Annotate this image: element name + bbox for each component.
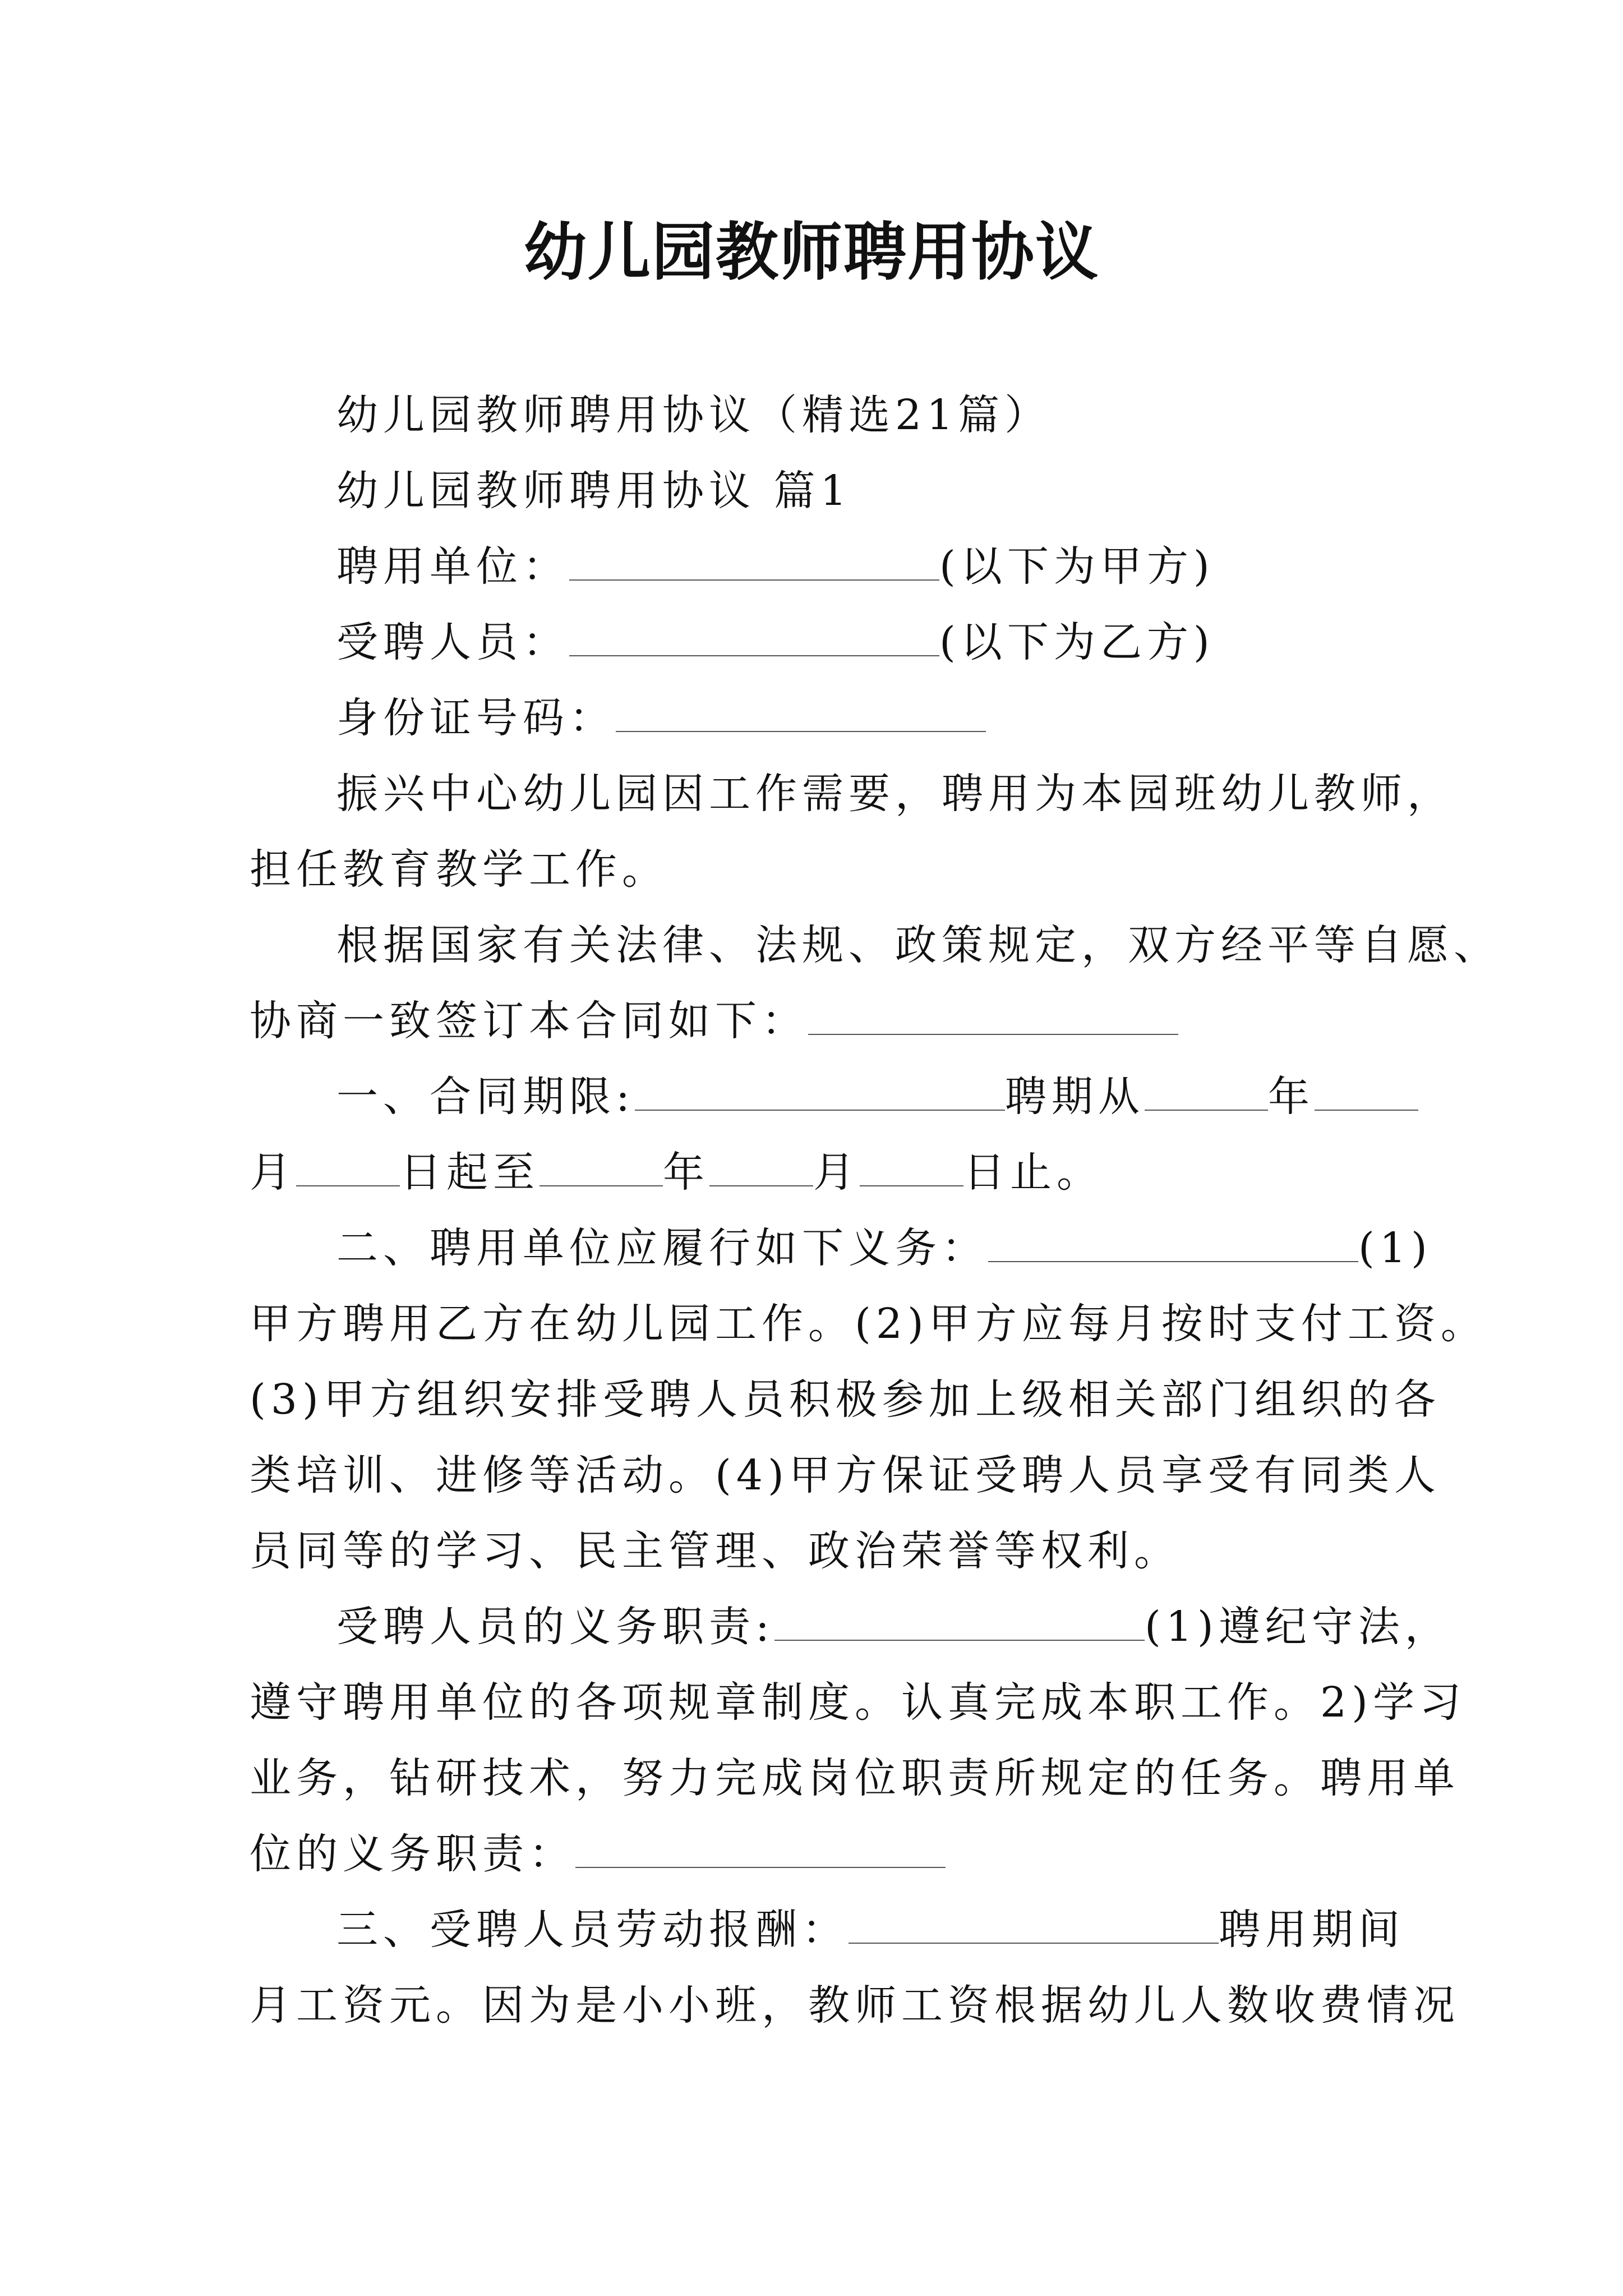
- paragraph-text: 月: [250, 1148, 296, 1197]
- paragraph-line: [250, 993, 1178, 1049]
- paragraph-line: 遵守聘用单位的各项规章制度。认真完成本职工作。2)学习: [250, 1678, 1466, 1727]
- paragraph-text: 年: [1267, 1073, 1315, 1121]
- employee-blank: [569, 618, 939, 656]
- paragraph-text: 受聘人员的义务职责:: [336, 1603, 774, 1651]
- part-heading: 幼儿园教师聘用协议 篇1: [336, 467, 852, 515]
- paragraph-line: 甲方聘用乙方在幼儿园工作。(2)甲方应每月按时支付工资。: [250, 1300, 1487, 1348]
- paragraph-line: [336, 1599, 1451, 1655]
- paragraph-text: 年: [663, 1148, 709, 1197]
- paragraph-line: [250, 1826, 946, 1882]
- paragraph-text: 二、聘用单位应履行如下义务：: [336, 1224, 988, 1272]
- paragraph-line: 担任教育教学工作。: [250, 845, 668, 894]
- paragraph-text: 位的义务职责：: [250, 1830, 575, 1878]
- paragraph-line: 类培训、进修等活动。(4)甲方保证受聘人员享受有同类人: [250, 1451, 1441, 1499]
- blank: [296, 1148, 400, 1186]
- paragraph-line: [336, 1220, 1432, 1276]
- paragraph-text: (1)遵纪守法，: [1144, 1603, 1451, 1651]
- contract-term-line: [336, 1069, 1418, 1125]
- employer-label: 聘用单位：: [336, 542, 569, 591]
- blank: [540, 1148, 663, 1186]
- paragraph-line: 业务，钻研技术，努力完成岗位职责所规定的任务。聘用单: [250, 1754, 1460, 1802]
- blank: [774, 1603, 1145, 1641]
- employer-line: [336, 539, 1215, 595]
- blank: [1315, 1073, 1418, 1111]
- paragraph-line: 根据国家有关法律、法规、政策规定，双方经平等自愿、: [336, 921, 1500, 969]
- document-title: 幼儿园教师聘用协议: [524, 215, 1099, 289]
- blank: [988, 1224, 1358, 1262]
- employee-label: 受聘人员：: [336, 618, 569, 666]
- paragraph-line: 振兴中心幼儿园因工作需要，聘用为本园班幼儿教师，: [336, 770, 1454, 818]
- paragraph-text: 月: [813, 1148, 860, 1197]
- employer-suffix: (以下为甲方): [939, 542, 1215, 591]
- id-blank: [616, 694, 986, 732]
- subtitle: 幼儿园教师聘用协议（精选21篇）: [336, 391, 1052, 439]
- paragraph-line: (3)甲方组织安排受聘人员积极参加上级相关部门组织的各: [250, 1375, 1441, 1424]
- blank: [808, 997, 1178, 1035]
- paragraph-text: 日止。: [963, 1148, 1103, 1197]
- id-line: [336, 690, 986, 746]
- paragraph-text: 聘期从: [1004, 1073, 1145, 1121]
- employer-blank: [569, 542, 939, 581]
- id-label: 身份证号码：: [336, 694, 616, 742]
- blank: [849, 1906, 1219, 1944]
- blank: [709, 1148, 813, 1186]
- paragraph-text: 协商一致签订本合同如下：: [250, 997, 808, 1045]
- contract-term-line: [250, 1144, 1103, 1200]
- paragraph-text: 聘用期间: [1219, 1906, 1405, 1954]
- employee-line: [336, 614, 1215, 670]
- paragraph-line: [336, 1902, 1405, 1958]
- blank: [575, 1830, 946, 1868]
- paragraph-line: 月工资元。因为是小小班，教师工资根据幼儿人数收费情况: [250, 1981, 1460, 2030]
- paragraph-line: 员同等的学习、民主管理、政治荣誉等权利。: [250, 1527, 1181, 1575]
- employee-suffix: (以下为乙方): [939, 618, 1215, 666]
- paragraph-text: 一、合同期限:: [336, 1073, 635, 1121]
- paragraph-text: 三、受聘人员劳动报酬：: [336, 1906, 849, 1954]
- blank: [635, 1073, 1005, 1111]
- blank: [1145, 1073, 1268, 1111]
- blank: [860, 1148, 963, 1186]
- paragraph-text: (1): [1358, 1224, 1432, 1272]
- paragraph-text: 日起至: [400, 1148, 540, 1197]
